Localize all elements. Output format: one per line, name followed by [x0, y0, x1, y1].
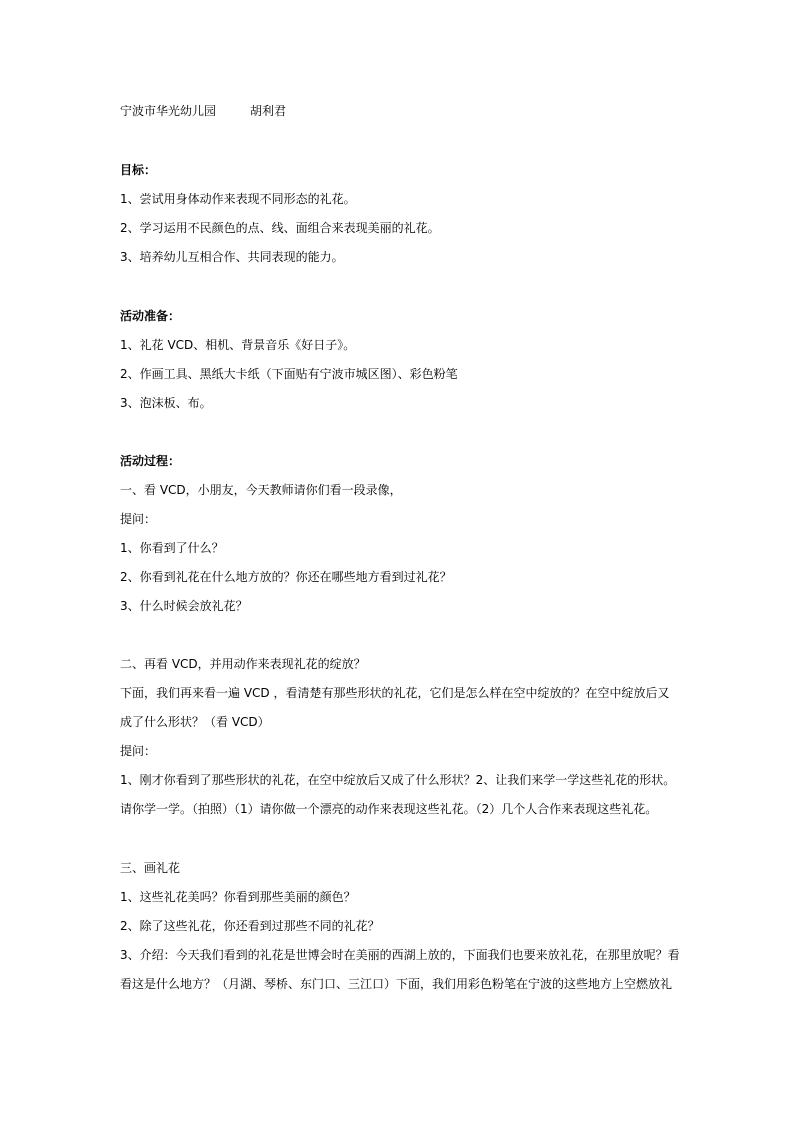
part2-question: 1、刚才你看到了那些形状的礼花，在空中绽放后又成了什么形状？2、让我们来学一学这些礼花的形状。	[120, 773, 676, 787]
part1-question: 1、你看到了什么？	[120, 541, 224, 555]
part1-ask-label: 提问：	[120, 512, 157, 526]
part2-question: 请你学一学。（拍照）（1）请你做一个漂亮的动作来表现这些礼花。（2）几个人合作来表现这些礼花。	[120, 802, 658, 816]
part3-question: 1、这些礼花美吗？你看到那些美丽的颜色？	[120, 890, 356, 904]
preparation-item: 3、泡沫板、布。	[120, 396, 212, 410]
part1-question: 3、什么时候会放礼花？	[120, 599, 248, 613]
part1-question: 2、你看到礼花在什么地方放的？你还在哪些地方看到过礼花？	[120, 570, 452, 584]
goal-item: 2、学习运用不民颜色的点、线、面组合来表现美丽的礼花。	[120, 221, 440, 235]
part2-description: 下面，我们再来看一遍 VCD ，看清楚有那些形状的礼花，它们是怎么样在空中绽放的？在空中绽放后又	[120, 686, 670, 700]
preparation-item: 1、礼花 VCD、相机、背景音乐《好日子》。	[120, 338, 356, 352]
preparation-heading: 活动准备：	[120, 309, 181, 323]
goal-item: 3、培养幼儿互相合作、共同表现的能力。	[120, 250, 344, 264]
part2-description: 成了什么形状？（看 VCD）	[120, 715, 270, 729]
author-name: 胡利君	[250, 104, 287, 118]
part1-intro: 一、看 VCD，小朋友，今天教师请你们看一段录像，	[120, 483, 402, 497]
part2-ask-label: 提问：	[120, 744, 157, 758]
school-name: 宁波市华光幼儿园	[120, 104, 217, 118]
part2-title: 二、再看 VCD，并用动作来表现礼花的绽放？	[120, 657, 366, 671]
part3-introduction: 3、介绍：今天我们看到的礼花是世博会时在美丽的西湖上放的，下面我们也要来放礼花，在那里放呢？看	[120, 948, 680, 962]
part3-question: 2、除了这些礼花，你还看到过那些不同的礼花？	[120, 919, 380, 933]
process-heading: 活动过程：	[120, 454, 181, 468]
part3-title: 三、画礼花	[120, 861, 181, 875]
document-header	[120, 103, 286, 119]
goal-item: 1、尝试用身体动作来表现不同形态的礼花。	[120, 192, 356, 206]
goals-heading: 目标：	[120, 163, 157, 177]
part3-introduction: 看这是什么地方？（月湖、琴桥、东门口、三江口）下面，我们用彩色粉笔在宁波的这些地方上空燃放礼	[120, 977, 673, 991]
preparation-item: 2、作画工具、黑纸大卡纸（下面贴有宁波市城区图）、彩色粉笔	[120, 367, 458, 381]
